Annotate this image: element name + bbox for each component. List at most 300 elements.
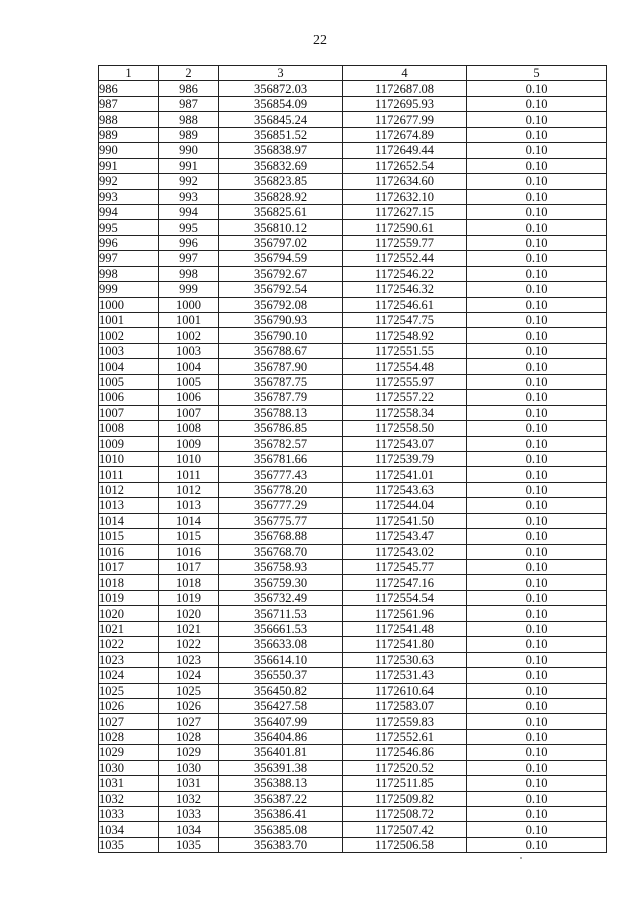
table-cell-col3: 356825.61	[219, 204, 343, 219]
table-cell-col4: 1172610.64	[343, 683, 467, 698]
table-cell-col3: 356786.85	[219, 421, 343, 436]
table-cell-col3: 356768.70	[219, 544, 343, 559]
table-cell-col4: 1172543.63	[343, 482, 467, 497]
table-cell-col5: 0.10	[467, 714, 607, 729]
table-cell-col5: 0.10	[467, 204, 607, 219]
table-cell-col3: 356661.53	[219, 621, 343, 636]
table-cell-col3: 356387.22	[219, 791, 343, 806]
table-cell-col3: 356828.92	[219, 189, 343, 204]
table-row	[99, 266, 607, 281]
table-cell-col5: 0.10	[467, 343, 607, 358]
table-cell-col4: 1172546.61	[343, 297, 467, 312]
table-cell-col2: 1017	[159, 560, 219, 575]
table-cell-col5: 0.10	[467, 235, 607, 250]
table-cell-col2: 987	[159, 96, 219, 111]
table-cell-col4: 1172558.34	[343, 405, 467, 420]
table-cell-col4: 1172561.96	[343, 606, 467, 621]
table-cell-col5: 0.10	[467, 590, 607, 605]
table-cell-col1: 1020	[99, 606, 159, 621]
table-cell-col1: 993	[99, 189, 159, 204]
table-row	[99, 822, 607, 837]
table-cell-col3: 356775.77	[219, 513, 343, 528]
table-cell-col5: 0.10	[467, 328, 607, 343]
table-cell-col5: 0.10	[467, 220, 607, 235]
table-cell-col2: 997	[159, 251, 219, 266]
table-cell-col4: 1172546.86	[343, 745, 467, 760]
table-cell-col1: 1029	[99, 745, 159, 760]
table-cell-col4: 1172583.07	[343, 698, 467, 713]
table-row	[99, 590, 607, 605]
table-cell-col4: 1172590.61	[343, 220, 467, 235]
table-row	[99, 714, 607, 729]
table-cell-col1: 997	[99, 251, 159, 266]
table-cell-col3: 356838.97	[219, 143, 343, 158]
table-cell-col1: 999	[99, 282, 159, 297]
table-row	[99, 451, 607, 466]
table-row	[99, 251, 607, 266]
table-cell-col3: 356851.52	[219, 127, 343, 142]
table-cell-col4: 1172652.54	[343, 158, 467, 173]
table-cell-col1: 1035	[99, 837, 159, 852]
table-cell-col3: 356778.20	[219, 482, 343, 497]
table-cell-col2: 1024	[159, 668, 219, 683]
table-cell-col5: 0.10	[467, 451, 607, 466]
table-cell-col5: 0.10	[467, 621, 607, 636]
table-row	[99, 560, 607, 575]
table-cell-col2: 1005	[159, 374, 219, 389]
table-cell-col4: 1172552.61	[343, 729, 467, 744]
table-cell-col5: 0.10	[467, 421, 607, 436]
table-cell-col1: 994	[99, 204, 159, 219]
table-row	[99, 668, 607, 683]
header-row	[99, 66, 607, 81]
table-cell-col4: 1172627.15	[343, 204, 467, 219]
table-cell-col3: 356614.10	[219, 652, 343, 667]
table-cell-col1: 1010	[99, 451, 159, 466]
table-cell-col3: 356768.88	[219, 529, 343, 544]
table-cell-col3: 356792.54	[219, 282, 343, 297]
table-row	[99, 235, 607, 250]
table-cell-col4: 1172674.89	[343, 127, 467, 142]
table-cell-col2: 1020	[159, 606, 219, 621]
table-cell-col5: 0.10	[467, 297, 607, 312]
table-cell-col1: 1015	[99, 529, 159, 544]
table-cell-col1: 1031	[99, 776, 159, 791]
table-cell-col2: 1013	[159, 498, 219, 513]
table-cell-col2: 1016	[159, 544, 219, 559]
table-cell-col3: 356794.59	[219, 251, 343, 266]
table-cell-col5: 0.10	[467, 698, 607, 713]
table-cell-col1: 1011	[99, 467, 159, 482]
table-cell-col1: 1034	[99, 822, 159, 837]
table-cell-col4: 1172559.83	[343, 714, 467, 729]
table-cell-col4: 1172547.75	[343, 313, 467, 328]
table-cell-col3: 356790.93	[219, 313, 343, 328]
table-cell-col3: 356401.81	[219, 745, 343, 760]
table-cell-col3: 356732.49	[219, 590, 343, 605]
table-cell-col4: 1172543.07	[343, 436, 467, 451]
table-cell-col5: 0.10	[467, 683, 607, 698]
table-cell-col3: 356792.08	[219, 297, 343, 312]
table-cell-col3: 356845.24	[219, 112, 343, 127]
table-cell-col1: 1003	[99, 343, 159, 358]
table-cell-col4: 1172687.08	[343, 81, 467, 96]
table-cell-col5: 0.10	[467, 390, 607, 405]
table-row	[99, 606, 607, 621]
table-cell-col2: 1025	[159, 683, 219, 698]
table-row	[99, 174, 607, 189]
table-cell-col2: 1004	[159, 359, 219, 374]
table-cell-col3: 356810.12	[219, 220, 343, 235]
table-cell-col3: 356407.99	[219, 714, 343, 729]
table-cell-col1: 1014	[99, 513, 159, 528]
table-cell-col3: 356450.82	[219, 683, 343, 698]
header-cell-2: 2	[159, 66, 219, 81]
table-row	[99, 575, 607, 590]
table-cell-col4: 1172511.85	[343, 776, 467, 791]
table-cell-col4: 1172541.50	[343, 513, 467, 528]
table-row	[99, 436, 607, 451]
table-row	[99, 189, 607, 204]
table-row	[99, 529, 607, 544]
table-cell-col1: 1032	[99, 791, 159, 806]
table-row	[99, 405, 607, 420]
table-cell-col5: 0.10	[467, 513, 607, 528]
table-row	[99, 807, 607, 822]
table-cell-col5: 0.10	[467, 776, 607, 791]
table-row	[99, 204, 607, 219]
table-cell-col2: 1033	[159, 807, 219, 822]
table-cell-col1: 1000	[99, 297, 159, 312]
table-cell-col2: 1022	[159, 637, 219, 652]
table-cell-col2: 1030	[159, 760, 219, 775]
table-cell-col1: 1009	[99, 436, 159, 451]
table-cell-col5: 0.10	[467, 498, 607, 513]
table-cell-col4: 1172509.82	[343, 791, 467, 806]
table-cell-col2: 1011	[159, 467, 219, 482]
table-cell-col4: 1172543.02	[343, 544, 467, 559]
table-cell-col2: 1012	[159, 482, 219, 497]
table-cell-col3: 356404.86	[219, 729, 343, 744]
table-row	[99, 220, 607, 235]
table-row	[99, 729, 607, 744]
table-cell-col5: 0.10	[467, 560, 607, 575]
table-row	[99, 637, 607, 652]
table-cell-col3: 356777.29	[219, 498, 343, 513]
table-cell-col4: 1172554.54	[343, 590, 467, 605]
table-cell-col1: 1018	[99, 575, 159, 590]
table-cell-col3: 356823.85	[219, 174, 343, 189]
table-cell-col5: 0.10	[467, 807, 607, 822]
table-row	[99, 776, 607, 791]
table-cell-col5: 0.10	[467, 606, 607, 621]
table-row	[99, 683, 607, 698]
table-cell-col5: 0.10	[467, 251, 607, 266]
table-cell-col3: 356633.08	[219, 637, 343, 652]
table-row	[99, 837, 607, 852]
table-cell-col2: 1035	[159, 837, 219, 852]
table-cell-col1: 989	[99, 127, 159, 142]
table-row	[99, 96, 607, 111]
table-cell-col1: 987	[99, 96, 159, 111]
table-cell-col4: 1172649.44	[343, 143, 467, 158]
table-cell-col1: 1022	[99, 637, 159, 652]
table-cell-col3: 356854.09	[219, 96, 343, 111]
table-row	[99, 467, 607, 482]
table-cell-col3: 356787.75	[219, 374, 343, 389]
table-cell-col2: 1001	[159, 313, 219, 328]
table-cell-col5: 0.10	[467, 652, 607, 667]
table-cell-col5: 0.10	[467, 112, 607, 127]
table-cell-col3: 356782.57	[219, 436, 343, 451]
table-cell-col2: 1003	[159, 343, 219, 358]
table-cell-col3: 356787.79	[219, 390, 343, 405]
table-cell-col4: 1172546.32	[343, 282, 467, 297]
header-cell-1: 1	[99, 66, 159, 81]
table-cell-col1: 996	[99, 235, 159, 250]
table-cell-col3: 356758.93	[219, 560, 343, 575]
table-cell-col5: 0.10	[467, 143, 607, 158]
table-cell-col5: 0.10	[467, 729, 607, 744]
table-cell-col2: 1018	[159, 575, 219, 590]
table-cell-col4: 1172559.77	[343, 235, 467, 250]
table-cell-col5: 0.10	[467, 637, 607, 652]
table-cell-col5: 0.10	[467, 745, 607, 760]
table-cell-col4: 1172541.48	[343, 621, 467, 636]
table-cell-col4: 1172634.60	[343, 174, 467, 189]
table-cell-col5: 0.10	[467, 374, 607, 389]
table-row	[99, 760, 607, 775]
table-cell-col2: 1027	[159, 714, 219, 729]
table-row	[99, 652, 607, 667]
table-cell-col3: 356788.13	[219, 405, 343, 420]
table-row	[99, 343, 607, 358]
table-cell-col2: 1007	[159, 405, 219, 420]
table-cell-col5: 0.10	[467, 313, 607, 328]
table-cell-col3: 356781.66	[219, 451, 343, 466]
table-cell-col1: 1027	[99, 714, 159, 729]
table-cell-col4: 1172543.47	[343, 529, 467, 544]
table-header	[99, 66, 607, 81]
table-cell-col5: 0.10	[467, 266, 607, 281]
table-cell-col3: 356797.02	[219, 235, 343, 250]
table-cell-col4: 1172677.99	[343, 112, 467, 127]
coordinates-table	[98, 65, 607, 853]
table-cell-col1: 1026	[99, 698, 159, 713]
table-cell-col4: 1172695.93	[343, 96, 467, 111]
table-cell-col1: 990	[99, 143, 159, 158]
table-cell-col5: 0.10	[467, 359, 607, 374]
table-cell-col2: 1000	[159, 297, 219, 312]
table-row	[99, 158, 607, 173]
table-row	[99, 297, 607, 312]
table-row	[99, 513, 607, 528]
table-cell-col5: 0.10	[467, 544, 607, 559]
table-cell-col1: 986	[99, 81, 159, 96]
table-cell-col1: 1006	[99, 390, 159, 405]
header-cell-4: 4	[343, 66, 467, 81]
table-cell-col1: 1023	[99, 652, 159, 667]
table-cell-col3: 356777.43	[219, 467, 343, 482]
table-row	[99, 374, 607, 389]
table-row	[99, 359, 607, 374]
table-cell-col2: 995	[159, 220, 219, 235]
table-cell-col5: 0.10	[467, 575, 607, 590]
table-cell-col5: 0.10	[467, 760, 607, 775]
table-row	[99, 498, 607, 513]
table-cell-col1: 1033	[99, 807, 159, 822]
table-cell-col2: 992	[159, 174, 219, 189]
table-cell-col5: 0.10	[467, 482, 607, 497]
table-cell-col4: 1172544.04	[343, 498, 467, 513]
table-cell-col5: 0.10	[467, 81, 607, 96]
table-cell-col3: 356790.10	[219, 328, 343, 343]
table-cell-col2: 1023	[159, 652, 219, 667]
table-cell-col1: 1019	[99, 590, 159, 605]
table-cell-col3: 356711.53	[219, 606, 343, 621]
table-cell-col4: 1172554.48	[343, 359, 467, 374]
scan-speck	[520, 857, 522, 859]
table-cell-col3: 356427.58	[219, 698, 343, 713]
table-cell-col4: 1172558.50	[343, 421, 467, 436]
table-cell-col4: 1172557.22	[343, 390, 467, 405]
table-cell-col5: 0.10	[467, 668, 607, 683]
table-cell-col4: 1172632.10	[343, 189, 467, 204]
table-cell-col5: 0.10	[467, 791, 607, 806]
table-row	[99, 328, 607, 343]
table-cell-col5: 0.10	[467, 405, 607, 420]
table-cell-col1: 1008	[99, 421, 159, 436]
table-cell-col2: 998	[159, 266, 219, 281]
table-row	[99, 127, 607, 142]
table-cell-col5: 0.10	[467, 158, 607, 173]
table-cell-col1: 1012	[99, 482, 159, 497]
table-cell-col5: 0.10	[467, 436, 607, 451]
table-row	[99, 112, 607, 127]
table-cell-col5: 0.10	[467, 467, 607, 482]
table-cell-col1: 1017	[99, 560, 159, 575]
table-cell-col1: 995	[99, 220, 159, 235]
table-cell-col1: 992	[99, 174, 159, 189]
table-cell-col2: 1010	[159, 451, 219, 466]
table-cell-col4: 1172506.58	[343, 837, 467, 852]
table-cell-col4: 1172508.72	[343, 807, 467, 822]
table-cell-col5: 0.10	[467, 822, 607, 837]
table-cell-col3: 356792.67	[219, 266, 343, 281]
table-cell-col4: 1172531.43	[343, 668, 467, 683]
table-row	[99, 282, 607, 297]
table-cell-col1: 988	[99, 112, 159, 127]
table-cell-col3: 356759.30	[219, 575, 343, 590]
table-cell-col2: 991	[159, 158, 219, 173]
table-cell-col5: 0.10	[467, 189, 607, 204]
table-cell-col4: 1172507.42	[343, 822, 467, 837]
table-cell-col1: 1007	[99, 405, 159, 420]
table-row	[99, 745, 607, 760]
table-cell-col4: 1172541.01	[343, 467, 467, 482]
table-cell-col3: 356385.08	[219, 822, 343, 837]
table-cell-col4: 1172546.22	[343, 266, 467, 281]
table-cell-col2: 1021	[159, 621, 219, 636]
table-row	[99, 791, 607, 806]
table-cell-col2: 1028	[159, 729, 219, 744]
table-row	[99, 313, 607, 328]
table-cell-col4: 1172551.55	[343, 343, 467, 358]
table-cell-col5: 0.10	[467, 837, 607, 852]
table-cell-col3: 356550.37	[219, 668, 343, 683]
table-cell-col4: 1172520.52	[343, 760, 467, 775]
table-row	[99, 143, 607, 158]
table-cell-col3: 356872.03	[219, 81, 343, 96]
table-cell-col5: 0.10	[467, 96, 607, 111]
table-row	[99, 81, 607, 96]
header-cell-5: 5	[467, 66, 607, 81]
table-cell-col5: 0.10	[467, 282, 607, 297]
table-cell-col2: 1006	[159, 390, 219, 405]
table-cell-col1: 1001	[99, 313, 159, 328]
table-cell-col2: 1032	[159, 791, 219, 806]
table-cell-col1: 1030	[99, 760, 159, 775]
table-cell-col2: 1002	[159, 328, 219, 343]
table-cell-col1: 1005	[99, 374, 159, 389]
table-cell-col2: 1034	[159, 822, 219, 837]
table-cell-col1: 1028	[99, 729, 159, 744]
table-row	[99, 482, 607, 497]
table-row	[99, 621, 607, 636]
table-row	[99, 698, 607, 713]
table-cell-col1: 1002	[99, 328, 159, 343]
table-cell-col2: 989	[159, 127, 219, 142]
table-cell-col1: 991	[99, 158, 159, 173]
table-cell-col2: 1019	[159, 590, 219, 605]
table-cell-col2: 1014	[159, 513, 219, 528]
table-cell-col2: 996	[159, 235, 219, 250]
table-cell-col3: 356788.67	[219, 343, 343, 358]
table-cell-col2: 1008	[159, 421, 219, 436]
table-cell-col1: 1024	[99, 668, 159, 683]
table-cell-col2: 1026	[159, 698, 219, 713]
table-cell-col3: 356386.41	[219, 807, 343, 822]
table-cell-col1: 1016	[99, 544, 159, 559]
table-cell-col3: 356383.70	[219, 837, 343, 852]
table-cell-col2: 994	[159, 204, 219, 219]
table-cell-col2: 1015	[159, 529, 219, 544]
table-cell-col1: 998	[99, 266, 159, 281]
table-cell-col3: 356787.90	[219, 359, 343, 374]
table-cell-col4: 1172548.92	[343, 328, 467, 343]
table-row	[99, 390, 607, 405]
table-cell-col2: 990	[159, 143, 219, 158]
table-row	[99, 421, 607, 436]
table-cell-col5: 0.10	[467, 127, 607, 142]
table-cell-col1: 1004	[99, 359, 159, 374]
table-cell-col4: 1172541.80	[343, 637, 467, 652]
table-cell-col4: 1172555.97	[343, 374, 467, 389]
table-cell-col2: 993	[159, 189, 219, 204]
table-cell-col3: 356388.13	[219, 776, 343, 791]
table-cell-col1: 1025	[99, 683, 159, 698]
table-cell-col4: 1172530.63	[343, 652, 467, 667]
table-cell-col4: 1172552.44	[343, 251, 467, 266]
table-body	[99, 81, 607, 853]
table-cell-col4: 1172547.16	[343, 575, 467, 590]
table-cell-col4: 1172545.77	[343, 560, 467, 575]
table-cell-col4: 1172539.79	[343, 451, 467, 466]
table-cell-col2: 1009	[159, 436, 219, 451]
table-cell-col2: 986	[159, 81, 219, 96]
table-cell-col2: 999	[159, 282, 219, 297]
table-cell-col1: 1021	[99, 621, 159, 636]
